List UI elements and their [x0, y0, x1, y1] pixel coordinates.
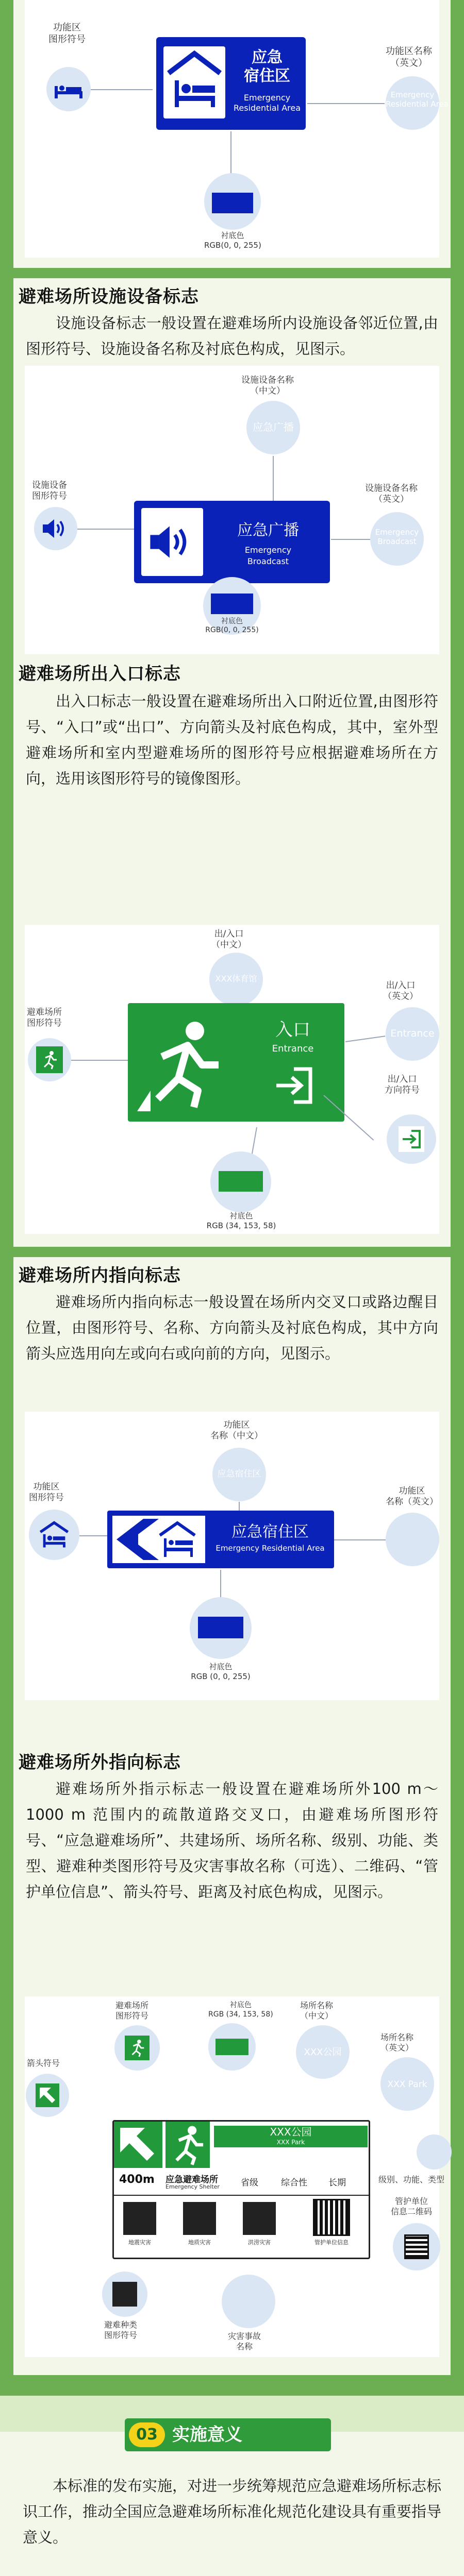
section-title: 避难场所外指向标志 — [19, 1752, 181, 1773]
section-text: 设施设备标志一般设置在避难场所内设施设备邻近位置,由图形符号、设施设备名称及衬底色构成，见图示。 — [26, 314, 438, 358]
callout-symbol-label: 功能区 图形符号 — [29, 1482, 64, 1503]
badge-label: 实施意义 — [172, 2425, 242, 2445]
callout-arrow-label: 出/入口 方向符号 — [385, 1074, 420, 1095]
inside-diagram — [25, 1412, 439, 1700]
entrance-card — [13, 654, 451, 1247]
callout-name-en-label: 功能区 名称（英文） — [386, 1486, 438, 1507]
sign-kind-0: 地震灾害 — [128, 2239, 151, 2246]
entrance-arrow-panel — [273, 1065, 314, 1106]
sign-park-cn: XXX公园 — [270, 2126, 312, 2138]
enter-arrow-icon — [273, 1065, 314, 1106]
section-title: 避难场所设施设备标志 — [19, 286, 199, 307]
sign-entrance-cn: 入口 — [275, 1020, 310, 1040]
section-text: 出入口标志一般设置在避难场所出入口附近位置,由图形符号、“入口”或“出口”、方向箭头及衬底色构成，其中，室外型避难场所和室内型避难场所的图形符号应根据避难场所在方向，选用该图形符号的镜像图形。 — [26, 692, 438, 787]
sign-kind-1: 地质灾害 — [188, 2239, 211, 2246]
callout-color-label: 衬底色 RGB (34, 153, 58) — [206, 1211, 276, 1230]
accommodation-diagram — [25, 0, 449, 258]
callout-symbol-circle — [29, 1510, 79, 1560]
callout-symbol-circle — [46, 67, 91, 111]
enter-arrow-icon — [399, 1126, 424, 1152]
callout-line — [307, 103, 385, 104]
c-name-en-label: 场所名称 （英文） — [380, 2032, 414, 2053]
callout-line — [77, 529, 139, 530]
callout-color-label: 衬底色 RGB(0, 0, 255) — [205, 617, 259, 634]
exit-runner-icon — [165, 2122, 210, 2168]
ghost-en: Entrance — [390, 1028, 435, 1039]
color-swatch — [216, 2039, 248, 2055]
section-title: 避难场所出入口标志 — [19, 664, 181, 684]
c-disaster-circle — [222, 2275, 275, 2328]
entrance-runner-panel — [137, 1013, 230, 1111]
speaker-icon — [42, 518, 70, 539]
c-arrow-circle — [26, 2074, 69, 2117]
callout-arrow-circle — [387, 1114, 436, 1164]
callout-line — [91, 89, 153, 90]
inside-card — [13, 1257, 451, 1754]
callout-name-en-label: 设施设备名称 （英文） — [365, 483, 418, 504]
c-qr-circle — [393, 2223, 440, 2270]
outside-card — [13, 1744, 451, 2375]
entrance-diagram — [25, 925, 439, 1234]
sign-distance: 400m — [119, 2173, 155, 2186]
callout-line — [220, 1570, 221, 1599]
section-text: 避难场所内指向标志一般设置在场所内交叉口或路边醒目位置，由图形符号、名称、方向箭头及衬底色构成，其中方向箭头应选用向左或向右或向前的方向，见图示。 — [26, 1293, 438, 1362]
callout-name-cn-label: 功能区 名称（中文） — [210, 1420, 263, 1441]
c-disaster-label: 灾害事故 名称 — [228, 2331, 261, 2351]
outside-sign-header — [114, 2122, 370, 2168]
ghost-name-en: Emergency Broadcast — [375, 528, 419, 546]
bed-icon — [54, 79, 84, 99]
callout-color-label: 衬底色 RGB(0, 0, 255) — [204, 231, 261, 250]
landslide-icon — [183, 2202, 216, 2235]
significance-text: 本标准的发布实施，对进一步统筹规范应急避难场所标志标识工作，推动全国应急避难场所标准化规范化建设具有重要指导意义。 — [23, 2477, 442, 2546]
c-arrow-label: 箭头符号 — [27, 2058, 60, 2068]
sign-entrance-en: Entrance — [272, 1043, 314, 1054]
callout-symbol-circle — [34, 507, 77, 550]
badge-number: 03 — [129, 2422, 165, 2447]
ghost-name-en: XXX Park — [387, 2079, 427, 2090]
accommodation-card — [13, 0, 451, 268]
sign-divider — [114, 2195, 370, 2196]
callout-symbol-label: 设施设备 图形符号 — [32, 480, 67, 501]
up-left-arrow-icon — [36, 2083, 59, 2107]
inside-sign — [107, 1511, 334, 1568]
entrance-sign — [128, 1003, 344, 1122]
color-swatch — [211, 594, 253, 614]
section-text: 避难场所外指示标志一般设置在避难场所外100 m～1000 m 范围内的疏散道路交叉口，由避难场所图形符号、“应急避难场所”、共建场所、场所名称、级别、功能、类型、避难种类图形符号及灾害事故名称（可选）、二维码、“管护单位信息”、箭头符号、距离及衬底色构成，见图示。 — [26, 1780, 438, 1901]
callout-name-cn-label: 设施设备名称 （中文） — [241, 375, 294, 396]
color-swatch — [198, 1617, 243, 1638]
section-title: 避难场所内指向标志 — [19, 1265, 181, 1286]
callout-line — [345, 1036, 386, 1042]
sign-name-cn: 应急宿住区 — [231, 1523, 309, 1541]
sign-kind-3: 管护单位信息 — [314, 2239, 349, 2246]
sign-name-en2: Residential Area — [233, 103, 301, 113]
qr-code-icon — [404, 2234, 429, 2259]
up-left-arrow-icon — [114, 2122, 162, 2168]
c-symbol-label: 避难场所 图形符号 — [115, 2001, 149, 2021]
sign-kind-2: 洪涝灾害 — [248, 2239, 271, 2246]
sign-level-1: 综合性 — [281, 2178, 307, 2188]
qr-code-icon — [313, 2199, 350, 2236]
outside-sign-park — [214, 2126, 368, 2147]
c-symbol-circle — [114, 2025, 160, 2071]
ghost-name-en: Emergency Residential Area — [386, 90, 449, 109]
ghost-name-cn: XXX公园 — [304, 2047, 342, 2058]
callout-symbol-label: 功能区 图形符号 — [48, 22, 86, 45]
sign-name-cn: 应急广播 — [237, 521, 299, 539]
c-level-label: 级别、功能、类型 — [378, 2175, 445, 2184]
callout-line — [334, 1539, 386, 1540]
callout-symbol-circle — [28, 1038, 71, 1081]
sign-park-en: XXX Park — [276, 2139, 305, 2146]
left-arrow-icon — [112, 1516, 205, 1563]
sign-name-en2: Broadcast — [247, 556, 289, 566]
earthquake-icon — [123, 2202, 156, 2235]
accommodation-symbol-panel — [163, 46, 225, 118]
callout-name-en-circle — [386, 1513, 439, 1566]
equipment-sign — [134, 501, 330, 583]
color-swatch — [219, 1171, 263, 1192]
significance-section — [0, 2396, 464, 2576]
sign-level-2: 长期 — [328, 2178, 346, 2188]
outside-diagram — [25, 1996, 445, 2357]
c-qr-label: 管护单位 信息二维码 — [391, 2196, 433, 2216]
exit-runner-icon — [125, 2036, 150, 2060]
flood-icon — [243, 2202, 276, 2235]
exit-runner-icon — [36, 1046, 63, 1073]
callout-line — [331, 539, 370, 540]
outside-sign — [112, 2120, 370, 2259]
residential-area-icon — [38, 1521, 71, 1549]
residential-area-icon — [163, 46, 225, 118]
equipment-symbol-panel — [141, 508, 203, 576]
callout-en-label: 出/入口 （英文） — [383, 980, 418, 1002]
sign-level-0: 省级 — [241, 2178, 258, 2188]
c-kind-label: 避难种类 图形符号 — [104, 2320, 138, 2340]
sign-shelter-en: Emergency Shelter — [165, 2183, 220, 2190]
significance-badge — [125, 2418, 331, 2451]
accommodation-sign — [156, 37, 306, 130]
ghost-cn: XXX体育馆 — [215, 974, 257, 984]
c-color-label: 衬底色 RGB (34, 153, 58) — [208, 2001, 273, 2019]
spacer — [0, 2385, 464, 2396]
c-name-cn-label: 场所名称 （中文） — [300, 2001, 334, 2021]
sign-name-en: Emergency Residential Area — [216, 1544, 325, 1553]
callout-line — [79, 1535, 110, 1536]
callout-color-label: 衬底色 RGB (0, 0, 255) — [191, 1662, 251, 1681]
callout-symbol-label: 避难场所 图形符号 — [27, 1007, 62, 1028]
callout-name-en-label: 功能区名称 （英文） — [386, 46, 432, 69]
sign-name-en1: Emergency — [243, 93, 291, 103]
exit-runner-icon — [137, 1013, 230, 1111]
speaker-icon — [148, 524, 196, 560]
outside-sign-arrow-panel — [114, 2122, 162, 2168]
inside-arrow-panel — [112, 1516, 205, 1563]
color-swatch — [212, 193, 253, 213]
callout-line — [71, 1060, 128, 1061]
c-level-circle — [417, 2134, 452, 2170]
equipment-diagram-box — [25, 366, 439, 644]
c-kind-circle — [102, 2272, 147, 2317]
sign-name-cn: 应急 宿住区 — [244, 48, 290, 85]
ghost-name-cn: 应急广播 — [253, 421, 294, 433]
callout-line — [273, 456, 274, 503]
ghost-name-cn: 应急宿住区 — [217, 1469, 261, 1479]
callout-cn-label: 出/入口 （中文） — [211, 929, 246, 950]
sign-name-en1: Emergency — [244, 545, 292, 555]
landslide-icon — [112, 2282, 137, 2307]
sign-shelter-cn: 应急避难场所 — [165, 2175, 218, 2185]
outside-sign-runner-panel — [165, 2122, 210, 2168]
